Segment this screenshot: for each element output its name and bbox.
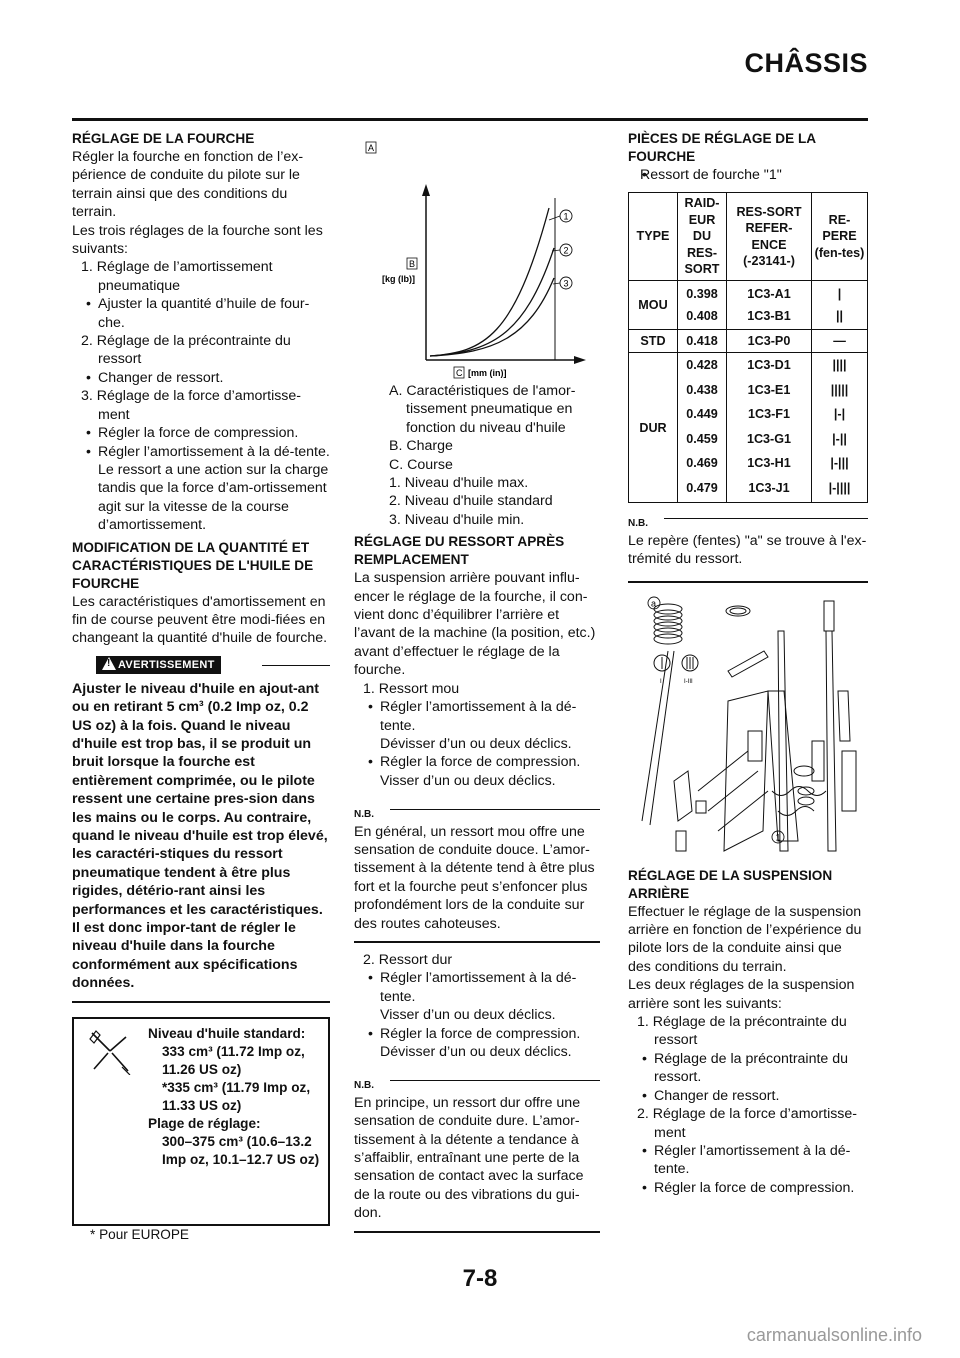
caption: B. Charge	[389, 438, 453, 455]
table-cell: 0.398	[678, 280, 727, 302]
x-axis-arrow	[574, 356, 586, 364]
caption: 2. Niveau d'huile standard	[389, 493, 553, 510]
table-cell: MOU	[629, 280, 678, 329]
divider	[354, 941, 600, 943]
paragraph: La suspension arrière pouvant influ-encer le réglage de la fourche, il con-vient donc d’équilibrer l’arrière et l’avant de la machine (la position, etc.) avant d’effectuer le réglage de la fourche.	[354, 570, 596, 679]
curve-standard	[430, 248, 554, 356]
note-rule	[390, 1080, 600, 1081]
damping-chart-figure	[354, 138, 600, 388]
table-cell: 1C3-F1	[727, 402, 812, 427]
section-heading: MODIFICATION DE LA QUANTITÉ ET CARACTÉRISTIQUES DE L'HUILE DE FOURCHE	[72, 539, 314, 591]
warning-header	[72, 654, 330, 678]
table-cell: 1C3-H1	[727, 451, 812, 476]
watermark: carmanualsonline.info	[746, 1325, 922, 1345]
table-cell: —	[812, 329, 868, 353]
table-cell: |-||	[812, 427, 868, 452]
warning-icon	[102, 657, 116, 670]
table-cell: 1C3-D1	[727, 353, 812, 378]
table-cell: |-||||	[812, 476, 868, 503]
table-cell: ||	[812, 303, 868, 330]
bullet-item: • Changer de ressort.	[628, 1087, 868, 1105]
bullet-item: • Régler la force de compression.	[628, 1179, 868, 1197]
divider	[628, 581, 868, 583]
bullet-item: • Régler la force de compression.	[72, 424, 330, 442]
table-cell: 0.479	[678, 476, 727, 503]
list-item: 1. Ressort mou	[363, 680, 460, 697]
callout-a-label: a	[651, 598, 657, 609]
note-rule	[664, 518, 868, 519]
list-item: 2. Réglage de la précontrainte du ressort	[81, 333, 291, 368]
table-cell: 0.408	[678, 303, 727, 330]
spec-box	[72, 1017, 330, 1226]
callout-2-label: 2	[563, 245, 569, 256]
callout-3-label: 3	[563, 278, 569, 289]
table-cell: 0.428	[678, 353, 727, 378]
wrench-icon	[88, 1029, 132, 1075]
table-cell: |||||	[812, 378, 868, 403]
section-heading: PIÈCES DE RÉGLAGE DE LA FOURCHE	[628, 131, 816, 164]
table-header-cell: RES-SORT REFER-ENCE (-23141-)	[727, 193, 812, 281]
spec-label: Plage de réglage:	[148, 1115, 261, 1131]
column-left	[72, 130, 330, 1244]
table-header-cell: RE-PERE (fen-tes)	[812, 193, 868, 281]
section-heading: RÉGLAGE DE LA SUSPENSION ARRIÈRE	[628, 867, 833, 901]
bullet-continuation: Visser d’un ou deux déclics.	[380, 772, 556, 789]
table-cell: 1C3-G1	[727, 427, 812, 452]
marking-i: I	[660, 678, 662, 685]
table-cell: 0.418	[678, 329, 727, 353]
caption: C. Course	[389, 456, 453, 473]
section-heading: RÉGLAGE DE LA FOURCHE	[72, 131, 255, 146]
table-cell: 1C3-E1	[727, 378, 812, 403]
table-cell: 0.438	[678, 378, 727, 403]
list-item: 2. Ressort dur	[363, 951, 453, 968]
header-rule	[72, 118, 868, 121]
page-title: CHÂSSIS	[744, 48, 868, 78]
list-item: 2. Réglage de la force d’amortisse-ment	[637, 1106, 858, 1141]
bullet-item: • Régler l’amortissement à la dé-tente.	[628, 1142, 868, 1179]
caption: A. Caractéristiques de l'amor-tissement pneumatique en fonction du niveau d'huile	[389, 383, 576, 436]
list-item: 1. Réglage de la précontrainte du ressort	[637, 1014, 847, 1049]
footnote: * Pour EUROPE	[90, 1226, 189, 1242]
table-cell: 1C3-J1	[727, 476, 812, 503]
bullet-item: • Régler l’amortissement à la dé-tente.	[354, 698, 600, 735]
table-header-row	[629, 193, 868, 281]
table-cell: 1C3-B1	[727, 303, 812, 330]
table-cell: 1C3-P0	[727, 329, 812, 353]
spec-value: *335 cm³ (11.79 Imp oz, 11.33 US oz)	[162, 1079, 311, 1113]
paragraph: Effectuer le réglage de la suspension arrière en fonction de l’expérience du pilote lors de la conduite ainsi que des conditions du terrain.	[628, 903, 862, 975]
bullet-continuation: Dévisser d’un ou deux déclics.	[380, 735, 572, 752]
table-cell: ||||	[812, 353, 868, 378]
bullet-item: • Réglage de la précontrainte du ressort.	[628, 1050, 868, 1087]
bullet-continuation: Visser d’un ou deux déclics.	[380, 1007, 556, 1024]
bullet-continuation: Dévisser d’un ou deux déclics.	[380, 1044, 572, 1060]
spring-table	[628, 192, 868, 503]
fig-label-c: C	[456, 368, 463, 378]
x-axis-unit: [mm (in)]	[468, 368, 507, 378]
note-text: En général, un ressort mou offre une sensation de conduite douce. L’amor-tissement à la détente tend à être plus fort et la fourche peut s’enfoncer plus profondément lors de la conduite sur des routes cahoteuses.	[354, 823, 595, 932]
table-cell: 0.459	[678, 427, 727, 452]
bullet-continuation: Le ressort a une action sur la charge tandis que la force d’am-ortissement agit sur la vitesse de la course d’amortissement.	[98, 461, 329, 534]
table-cell: DUR	[629, 353, 678, 503]
column-middle	[354, 130, 600, 1241]
note-label: N.B.	[354, 1080, 374, 1092]
fork-parts-figure	[628, 591, 868, 861]
table-cell: 0.449	[678, 402, 727, 427]
note-label: N.B.	[628, 518, 648, 530]
bullet-item: • Régler l’amortissement à la dé-tente.	[72, 443, 330, 461]
caption: 1. Niveau d'huile max.	[389, 475, 529, 492]
spec-text	[148, 1025, 322, 1169]
note-header	[628, 513, 868, 531]
table-cell: STD	[629, 329, 678, 353]
spec-value: 300–375 cm³ (10.6–13.2 Imp oz, 10.1–12.7 US oz)	[162, 1133, 320, 1167]
spec-value: 333 cm³ (11.72 Imp oz, 11.26 US oz)	[162, 1043, 305, 1077]
note-header	[354, 1075, 600, 1093]
note-text: En principe, un ressort dur offre une sensation de conduite dure. L’amor-tissement à la détente a tendance à s’affaiblir, entraînant une perte de la sensation de contact avec la surface de la route ou des vibrations du gui-don.	[354, 1094, 584, 1222]
spec-label: Niveau d'huile standard:	[148, 1025, 306, 1041]
table-cell: |-|	[812, 402, 868, 427]
table-cell: |-|||	[812, 451, 868, 476]
table-cell: 0.469	[678, 451, 727, 476]
bullet-item: • Régler la force de compression.	[354, 1025, 600, 1043]
caption: 3. Niveau d'huile min.	[389, 511, 525, 528]
callout-1-label: 1	[775, 832, 781, 843]
divider	[72, 1001, 330, 1003]
warning-text: Ajuster le niveau d'huile en ajout-ant ou en retirant 5 cm³ (0.2 Imp oz, 0.2 US oz) à la fois. Quand le niveau d'huile est trop bas, il se produit un bruit lorsque la fourche est entièrement comprimée, ou le pilote ressent une certaine pres-sion dans les mains ou le corps. Au contraire, quand le niveau d'huile est trop élevé, les caractéri-stiques du ressort pneumatique tendent à être plus rigides, détério-rant ainsi les performances et les caractéristiques. Il est donc impor-tant de régler le niveau d'huile dans la fourche conformément aux spécifications données.	[72, 680, 328, 992]
table-cell: |	[812, 280, 868, 302]
divider	[354, 1231, 600, 1233]
page-number: 7-8	[462, 1265, 498, 1292]
note-header	[354, 804, 600, 822]
warning-rule	[262, 665, 330, 666]
curve-min	[430, 278, 554, 356]
marking-i-iii: I-III	[684, 678, 693, 685]
table-header-cell: TYPE	[629, 193, 678, 281]
note-text: Le repère (fentes) "a" se trouve à l'ex-trémité du ressort.	[628, 532, 867, 568]
paragraph: Les caractéristiques d'amortissement en fin de course peuvent être modi-fiées en changeant la quantité d'huile de fourche.	[72, 593, 328, 647]
table-row	[629, 329, 868, 353]
curve-max	[430, 208, 549, 356]
table-cell: 1C3-A1	[727, 280, 812, 302]
note-label: N.B.	[354, 809, 374, 821]
y-axis-arrow	[422, 184, 430, 196]
bullet-item: • Régler l’amortissement à la dé-tente.	[354, 969, 600, 1006]
warning-badge	[96, 656, 221, 674]
callout-1-label: 1	[563, 211, 569, 222]
figure-captions	[354, 382, 600, 529]
paragraph: Régler la fourche en fonction de l’ex-périence de conduite du pilote sur le terrain ainsi que des conditions du terrain.	[72, 149, 304, 221]
paragraph: Les trois réglages de la fourche sont les suivants:	[72, 222, 323, 258]
spring-coil-drawing	[654, 604, 682, 644]
fig-label-b: B	[409, 259, 416, 269]
section-heading: RÉGLAGE DU RESSORT APRÈS REMPLACEMENT	[354, 534, 565, 568]
bullet-item: • Ressort de fourche "1"	[628, 166, 868, 184]
table-row	[629, 280, 868, 302]
paragraph: Les deux réglages de la suspension arrière sont les suivants:	[628, 977, 855, 1012]
fig-label-a: A	[368, 143, 375, 153]
warning-label: AVERTISSEMENT	[118, 658, 215, 671]
table-row	[629, 353, 868, 378]
list-item: 1. Réglage de l’amortissement pneumatique	[81, 259, 273, 294]
list-item: 3. Réglage de la force d’amortisse-ment	[81, 388, 302, 423]
bullet-item: • Ajuster la quantité d’huile de four-che.	[72, 295, 330, 332]
bullet-item: • Régler la force de compression.	[354, 753, 600, 771]
table-header-cell: RAID-EUR DU RES-SORT	[678, 193, 727, 281]
note-rule	[390, 809, 600, 810]
column-right	[628, 130, 868, 1197]
bullet-item: • Changer de ressort.	[72, 369, 330, 387]
y-axis-unit: [kg (lb)]	[382, 274, 415, 284]
